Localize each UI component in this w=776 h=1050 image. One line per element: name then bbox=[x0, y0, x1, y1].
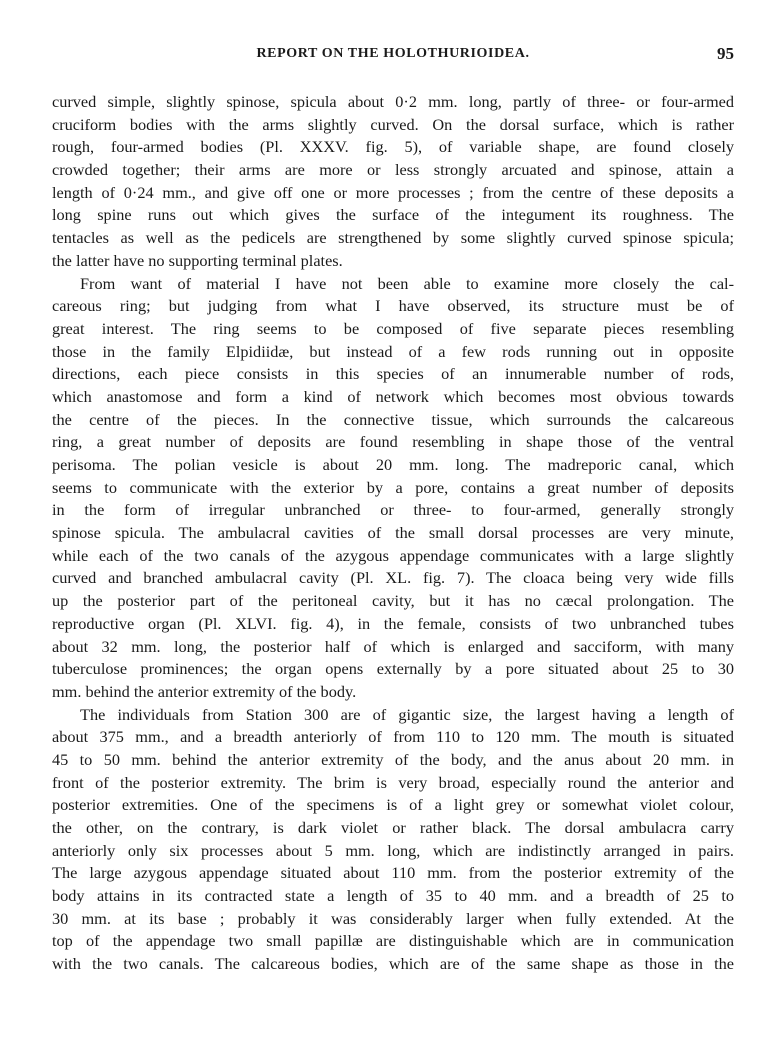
paragraph bbox=[52, 91, 734, 273]
text-line: seems to communicate with the exterior by a pore, contains a great number of deposits bbox=[52, 477, 734, 497]
text-line: tentacles as well as the pedicels are strengthened by some slightly curved spinose spicula; bbox=[52, 228, 734, 248]
page-header bbox=[52, 44, 734, 66]
text-line: the other, on the contrary, is dark violet or rather black. The dorsal ambulacra carry bbox=[52, 818, 734, 837]
text-line: top of the appendage two small papillæ are distinguishable which are in communication bbox=[52, 931, 734, 951]
text-line: 30 mm. at its base ; probably it was considerably larger when fully extended. At the bbox=[52, 908, 734, 928]
text-line: those in the family Elpidiidæ, but instead of a few rods running out in opposite bbox=[52, 341, 734, 361]
text-line: reproductive organ (Pl. XLVI. fig. 4), in the female, consists of two unbranched tubes bbox=[52, 613, 734, 633]
text-line: curved simple, slightly spinose, spicula about 0·2 mm. long, partly of three- or four-armed bbox=[52, 92, 734, 111]
text-line: which anastomose and form a kind of network which becomes most obvious towards bbox=[52, 386, 734, 406]
paragraph bbox=[52, 704, 734, 976]
text-line: great interest. The ring seems to be composed of five separate pieces resembling bbox=[52, 318, 734, 338]
text-line: with the two canals. The calcareous bodies, which are of the same shape as those in the bbox=[52, 954, 734, 974]
text-line: The large azygous appendage situated about 110 mm. from the posterior extremity of the bbox=[52, 863, 734, 883]
text-line: length of 0·24 mm., and give off one or more processes ; from the centre of these deposits a bbox=[52, 182, 734, 202]
page-number: 95 bbox=[717, 44, 734, 63]
body-text bbox=[52, 91, 734, 976]
text-line: curved and branched ambulacral cavity (Pl. XL. fig. 7). The cloaca being very wide fills bbox=[52, 568, 734, 588]
text-line: The individuals from Station 300 are of gigantic size, the largest having a length of bbox=[80, 704, 734, 724]
text-line: while each of the two canals of the azygous appendage communicates with a large slightly bbox=[52, 545, 734, 565]
text-line: directions, each piece consists in this species of an innumerable number of rods, bbox=[52, 364, 734, 384]
running-title: REPORT ON THE HOLOTHURIOIDEA. bbox=[256, 46, 530, 61]
text-line: anteriorly only six processes about 5 mm. long, which are indistinctly arranged in pairs. bbox=[52, 840, 734, 860]
text-line: the centre of the pieces. In the connective tissue, which surrounds the calcareous bbox=[52, 409, 734, 429]
text-line: about 32 mm. long, the posterior half of which is enlarged and sacciform, with many bbox=[52, 636, 734, 656]
text-line: the latter have no supporting terminal plates. bbox=[52, 250, 343, 270]
text-line: body attains in its contracted state a length of 35 to 40 mm. and a breadth of 25 to bbox=[52, 886, 734, 906]
text-line: perisoma. The polian vesicle is about 20 mm. long. The madreporic canal, which bbox=[52, 455, 734, 474]
text-line: crowded together; their arms are more or less strongly arcuated and spinose, attain a bbox=[52, 160, 734, 180]
text-line: careous ring; but judging from what I have observed, its structure must be of bbox=[52, 296, 734, 316]
text-line: 45 to 50 mm. behind the anterior extremity of the body, and the anus about 20 mm. in bbox=[52, 749, 734, 769]
text-line: front of the posterior extremity. The brim is very broad, especially round the anterior and bbox=[52, 772, 734, 792]
text-line: From want of material I have not been able to examine more closely the cal- bbox=[80, 273, 734, 293]
paragraph bbox=[52, 273, 734, 704]
text-line: up the posterior part of the peritoneal cavity, but it has no cæcal prolongation. The bbox=[52, 591, 734, 611]
text-line: in the form of irregular unbranched or three- to four-armed, generally strongly bbox=[52, 500, 734, 520]
text-line: cruciform bodies with the arms slightly curved. On the dorsal surface, which is rather bbox=[52, 114, 734, 134]
text-line: ring, a great number of deposits are found resembling in shape those of the ventral bbox=[52, 432, 734, 452]
text-line: rough, four-armed bodies (Pl. XXXV. fig. 5), of variable shape, are found closely bbox=[52, 137, 734, 157]
text-line: mm. behind the anterior extremity of the body. bbox=[52, 681, 357, 701]
text-line: about 375 mm., and a breadth anteriorly of from 110 to 120 mm. The mouth is situated bbox=[52, 727, 734, 747]
text-line: posterior extremities. One of the specimens is of a light grey or somewhat violet colour, bbox=[52, 795, 734, 815]
text-line: long spine runs out which gives the surface of the integument its roughness. The bbox=[52, 205, 734, 225]
text-line: spinose spicula. The ambulacral cavities of the small dorsal processes are very minute, bbox=[52, 523, 734, 543]
text-line: tuberculose prominences; the organ opens externally by a pore situated about 25 to 30 bbox=[52, 659, 734, 679]
